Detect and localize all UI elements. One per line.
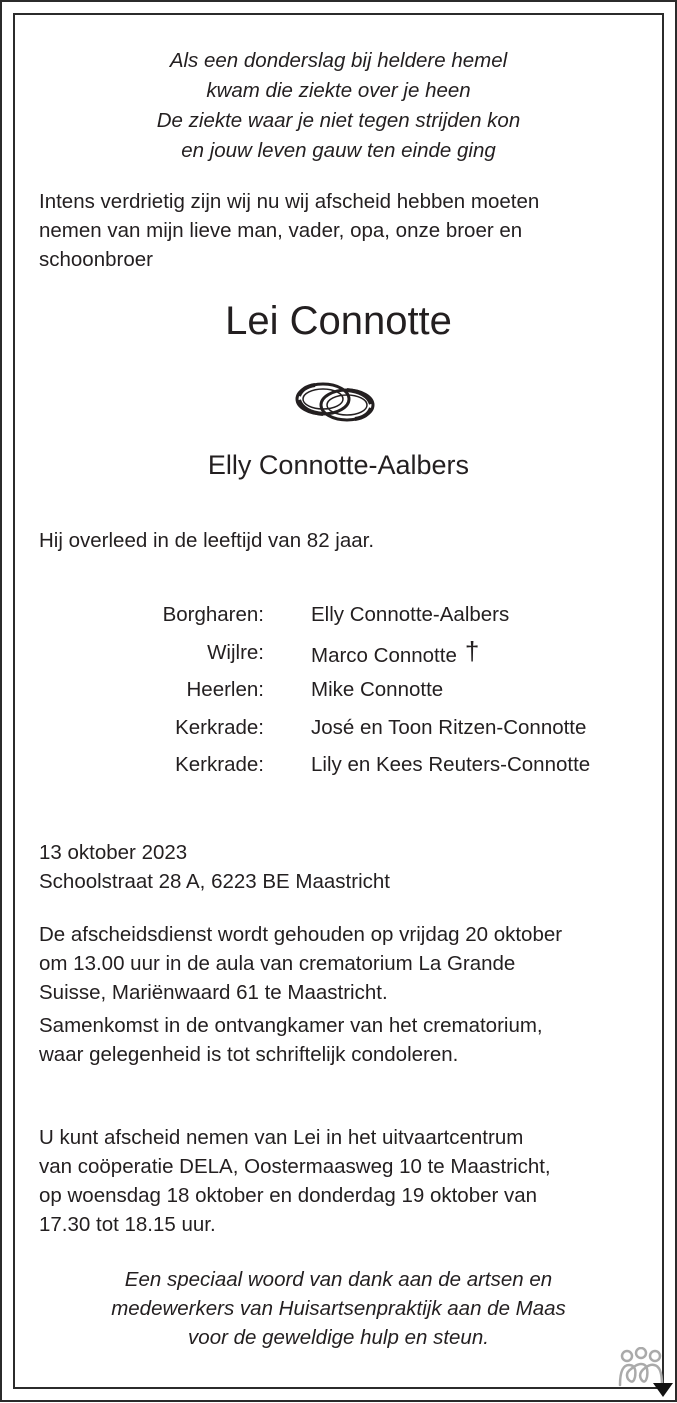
poem-line: Als een donderslag bij heldere hemel bbox=[169, 49, 508, 72]
intro-line: nemen van mijn lieve man, vader, opa, onze broer en bbox=[39, 219, 523, 242]
people-group-icon[interactable] bbox=[617, 1347, 665, 1387]
partner-name: Elly Connotte-Aalbers bbox=[207, 450, 470, 480]
service-paragraph bbox=[39, 920, 639, 1007]
family-place: Borgharen: bbox=[162, 603, 264, 626]
gathering-line: Samenkomst in de ontvangkamer van het crematorium, bbox=[39, 1014, 543, 1037]
family-person: Elly Connotte-Aalbers bbox=[311, 603, 510, 626]
gathering-line: waar gelegenheid is tot schriftelijk condoleren. bbox=[39, 1043, 459, 1066]
gathering-paragraph bbox=[39, 1011, 639, 1069]
family-place: Kerkrade: bbox=[175, 715, 264, 739]
viewing-paragraph bbox=[39, 1123, 639, 1239]
dagger-icon: † bbox=[464, 635, 480, 666]
viewing-line: 17.30 tot 18.15 uur. bbox=[39, 1213, 216, 1236]
family-place: Kerkrade: bbox=[175, 753, 264, 776]
thanks-paragraph bbox=[15, 1265, 662, 1352]
family-person: Mike Connotte bbox=[311, 678, 444, 701]
family-person-with-dagger bbox=[311, 635, 480, 671]
intro-paragraph bbox=[39, 187, 639, 274]
family-place: Wijlre: bbox=[207, 640, 264, 664]
family-person: Marco Connotte bbox=[311, 643, 457, 667]
triangle-down-icon[interactable] bbox=[652, 1382, 674, 1398]
poem-line: en jouw leven gauw ten einde ging bbox=[181, 139, 496, 162]
family-row bbox=[0, 675, 677, 713]
family-row bbox=[0, 713, 677, 751]
service-line: om 13.00 uur in de aula van crematorium La Grande bbox=[39, 952, 516, 975]
viewing-line: U kunt afscheid nemen van Lei in het uitvaartcentrum bbox=[39, 1126, 524, 1149]
poem-line: De ziekte waar je niet tegen strijden kon bbox=[156, 109, 521, 132]
viewing-line: van coöperatie DELA, Oostermaasweg 10 te Maastricht, bbox=[39, 1155, 551, 1178]
viewing-line: op woensdag 18 oktober en donderdag 19 oktober van bbox=[39, 1184, 538, 1207]
service-line: Suisse, Mariënwaard 61 te Maastricht. bbox=[39, 981, 388, 1004]
intro-line: Intens verdrietig zijn wij nu wij afscheid hebben moeten bbox=[39, 190, 540, 213]
service-line: De afscheidsdienst wordt gehouden op vrijdag 20 oktober bbox=[39, 923, 563, 946]
poem-line: kwam die ziekte over je heen bbox=[206, 79, 471, 102]
family-place: Heerlen: bbox=[186, 678, 264, 701]
deceased-name: Lei Connotte bbox=[225, 299, 452, 343]
family-row bbox=[0, 750, 677, 788]
family-row bbox=[0, 635, 677, 676]
age-statement: Hij overleed in de leeftijd van 82 jaar. bbox=[39, 529, 375, 552]
thanks-line: Een speciaal woord van dank aan de artsen en bbox=[124, 1268, 553, 1291]
family-person: José en Toon Ritzen-Connotte bbox=[311, 715, 587, 739]
intro-line: schoonbroer bbox=[39, 248, 153, 271]
date: 13 oktober 2023 bbox=[39, 841, 188, 864]
family-row bbox=[0, 600, 677, 638]
thanks-line: medewerkers van Huisartsenpraktijk aan de Maas bbox=[111, 1297, 566, 1320]
family-list bbox=[0, 600, 677, 788]
thanks-line: voor de geweldige hulp en steun. bbox=[188, 1326, 489, 1349]
address: Schoolstraat 28 A, 6223 BE Maastricht bbox=[39, 870, 390, 893]
family-person: Lily en Kees Reuters-Connotte bbox=[311, 753, 591, 776]
date-address-block bbox=[39, 838, 639, 896]
wedding-rings-icon bbox=[293, 378, 377, 426]
poem bbox=[15, 46, 662, 166]
